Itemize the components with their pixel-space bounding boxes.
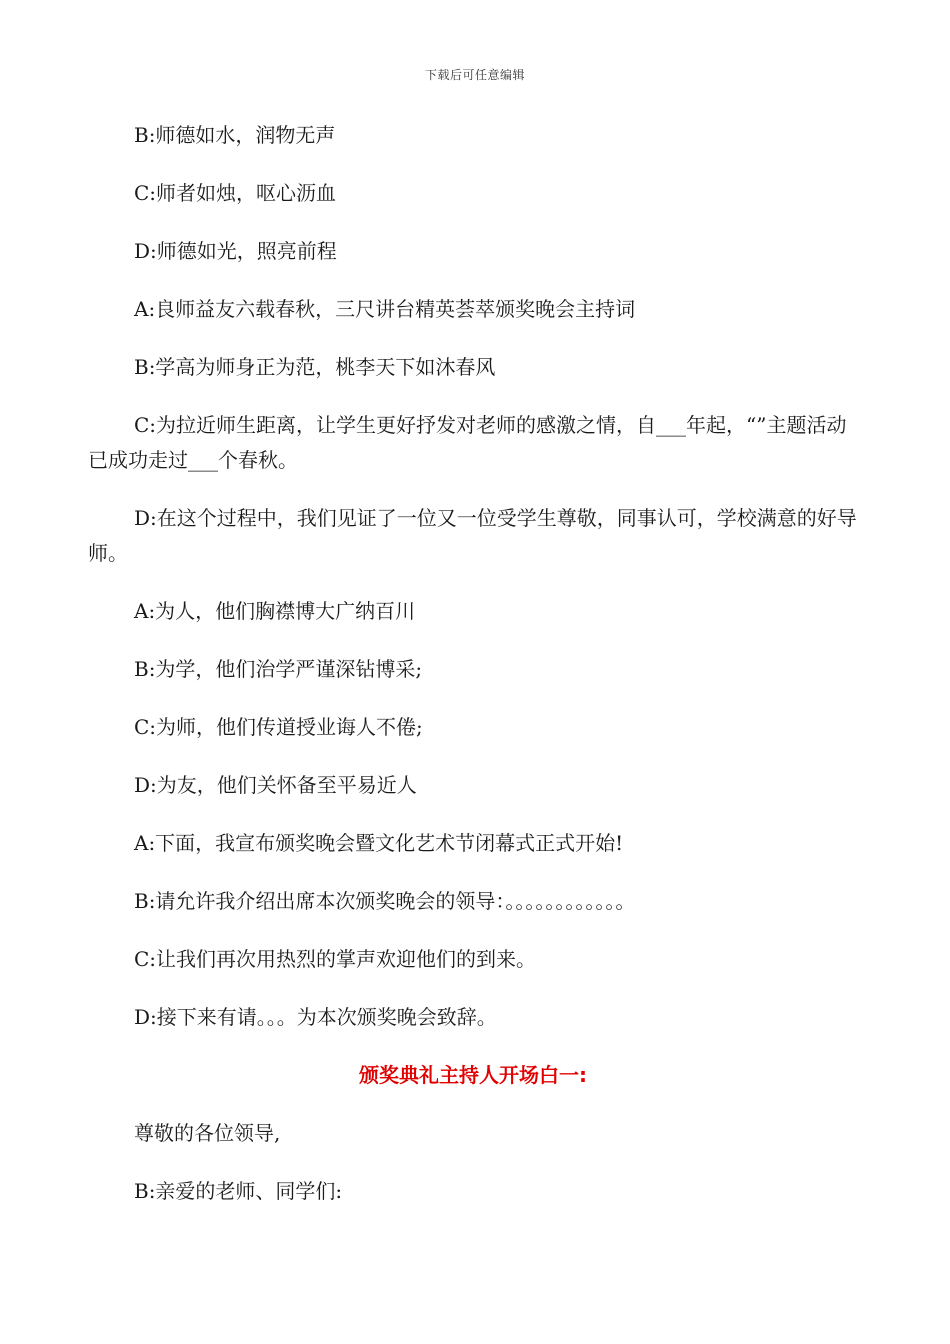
paragraph: A:良师益友六载春秋，三尺讲台精英荟萃颁奖晚会主持词 [134,297,636,321]
paragraph: C:为师，他们传道授业诲人不倦; [134,715,423,739]
paragraph: B:请允许我介绍出席本次颁奖晚会的领导：。。。。。。。。。。。。 [134,889,636,913]
paragraph: B:师德如水，润物无声 [134,123,336,147]
paragraph: D:接下来有请。。。为本次颁奖晚会致辞。 [134,1005,497,1029]
paragraph: A:为人，他们胸襟博大广纳百川 [134,599,416,623]
paragraph: D:师德如光，照亮前程 [134,239,337,263]
paragraph: B:学高为师身正为范，桃李天下如沐春风 [134,355,496,379]
paragraph: A:下面，我宣布颁奖晚会暨文化艺术节闭幕式正式开始! [134,831,624,855]
paragraph: 尊敬的各位领导, [134,1121,281,1145]
paragraph: D:为友，他们关怀备至平易近人 [134,773,417,797]
paragraph: C:为拉近师生距离，让学生更好抒发对老师的感激之情，自___年起，“”主题活动已成功走过___个春秋。 [88,413,847,472]
paragraph: C:让我们再次用热烈的掌声欢迎他们的到来。 [134,947,537,971]
document-body [88,118,858,1232]
page-header: 下载后可任意编辑 [424,68,525,82]
paragraph: C:师者如烛，呕心沥血 [134,181,337,205]
paragraph: B:亲爱的老师、同学们: [134,1179,343,1203]
section-heading: 颁奖典礼主持人开场白一: [359,1063,587,1087]
paragraph: B:为学，他们治学严谨深钻博采; [134,657,423,681]
paragraph: D:在这个过程中，我们见证了一位又一位受学生尊敬，同事认可，学校满意的好导师。 [88,506,857,565]
